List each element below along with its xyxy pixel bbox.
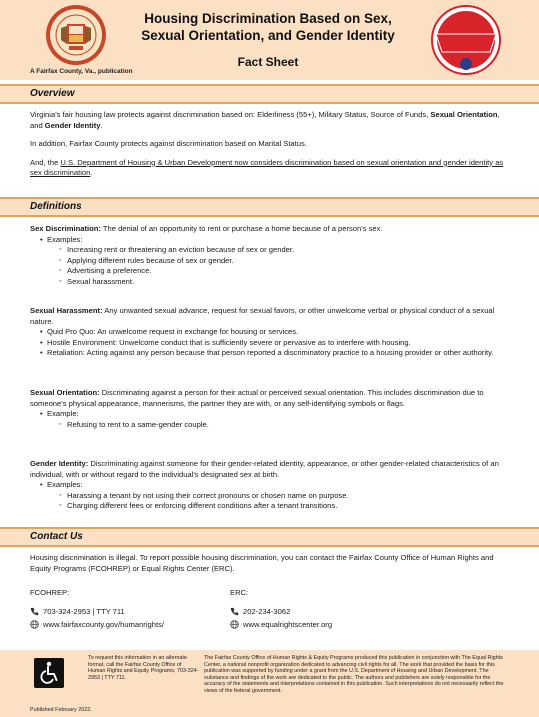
erc-logo-icon <box>430 4 502 76</box>
erc-label: ERC: <box>230 588 249 597</box>
overview-paragraph-2: In addition, Fairfax County protects against discrimination based on Marital Status. <box>30 139 307 149</box>
definition-sexual-orientation: Sexual Orientation: Discriminating against a person for their actual or perceived sexual orientation. This includes discrimination due to someone's physical appearance, mannerisms, the partner they are with, or any self-identifying symbols or flags. • Example: ◦ Refusing to rent to a same-gender couple. <box>30 388 512 430</box>
definition-sexual-harassment: Sexual Harassment: Any unwanted sexual advance, request for sexual favors, or other unwelcome verbal or physical conduct of a sexual nature. • Quid Pro Quo: An unwelcome request in exchange for housing or services. • Hostile Environment: Unwelcome conduct that is sufficiently severe or pervasive as to interfere with housing. • Retaliation: Acting against any person because that person reported a discriminatory practice to a housing provider or other authority. <box>30 306 512 359</box>
list-item: • Example: ◦ Refusing to rent to a same-gender couple. <box>40 409 512 430</box>
fcohrep-website-link[interactable]: www.fairfaxcounty.gov/humanrights/ <box>30 620 164 629</box>
list-item: • Hostile Environment: Unwelcome conduct that is sufficiently severe or pervasive as to interfere with housing. <box>40 338 512 349</box>
footer <box>0 650 539 717</box>
list-item: • Retaliation: Acting against any person because that person reported a discriminatory practice to a housing provider or other authority. <box>40 348 512 359</box>
definitions-section-header <box>0 197 539 217</box>
list-item: • Examples: ◦ Harassing a tenant by not using their correct pronouns or chosen name on purpose. ◦ Charging different fees or enforcing different conditions after a tenant transitions. <box>40 480 512 512</box>
fcohrep-phone[interactable]: 703-324-2953 | TTY 711 <box>30 607 125 616</box>
list-item: ◦ Advertising a preference. <box>59 266 512 277</box>
overview-paragraph-1: Virginia's fair housing law protects against discrimination based on: Elderliness (55+), Military Status, Source of Funds, Sexual Orientation, and Gender Identity. <box>30 110 500 130</box>
definitions-heading: Definitions <box>30 201 82 212</box>
definition-sex-discrimination: Sex Discrimination: The denial of an opportunity to rent or purchase a home because of a person's sex. • Examples: ◦ Increasing rent or threatening an eviction because of sex or gender. ◦ Applying different rules because of sex or gender. ◦ Advertising a preference. ◦ Sexual harassment. <box>30 224 512 288</box>
page-subtitle: Fact Sheet <box>237 55 299 69</box>
definition-gender-identity: Gender Identity: Discriminating against someone for their gender-related identity, appearance, or other gender-related characteristics of an individual, with or without regard to the individual's designated sex at birth. • Examples: ◦ Harassing a tenant by not using their correct pronouns or chosen name on purpose. ◦ Charging different fees or enforcing different conditions after a tenant transitions. <box>30 459 512 512</box>
hud-link[interactable]: U.S. Department of Housing & Urban Development now considers discrimination based on sexual orientation and gender identity as sex discrimination <box>30 157 504 178</box>
contact-section-header <box>0 527 539 547</box>
phone-icon <box>30 607 39 616</box>
list-item: ◦ Applying different rules because of sex or gender. <box>59 256 512 267</box>
list-item: ◦ Harassing a tenant by not using their correct pronouns or chosen name on purpose. <box>59 491 512 502</box>
erc-phone[interactable]: 202-234-3062 <box>230 607 290 616</box>
header <box>0 0 539 80</box>
disclaimer-text: The Fairfax County Office of Human Rights & Equity Programs produced this publication in conjunction with The Equal Rights Center, a national nonprofit organization dedicated to advancing civil rights for all. The work that provided the basis for this publication was supported by funding under a grant from the U.S. Department of Housing and Urban Development. The substance and findings of the work are dedicated to the public. The authors and publishers are solely responsible for the accuracy of the statements and interpretations contained in this publication. Such interpretations do not necessarily reflect the views of the federal government. <box>204 655 504 694</box>
overview-heading: Overview <box>30 88 75 99</box>
overview-body <box>30 110 512 179</box>
fcohrep-label: FCOHREP: <box>30 588 70 597</box>
publication-note: A Fairfax County, Va., publication <box>30 68 133 75</box>
contact-heading: Contact Us <box>30 531 83 542</box>
published-date: Published February 2022. <box>30 707 92 713</box>
page-title: Housing Discrimination Based on Sex, Sexual Orientation, and Gender Identity <box>141 11 395 43</box>
wheelchair-accessibility-icon <box>34 658 64 688</box>
list-item: ◦ Charging different fees or enforcing different conditions after a tenant transitions. <box>59 501 512 512</box>
overview-paragraph-3: And, the U.S. Department of Housing & Urban Development now considers discrimination based on sexual orientation and gender identity as sex discrimination. <box>30 157 504 178</box>
list-item: ◦ Sexual harassment. <box>59 277 512 288</box>
erc-website-link[interactable]: www.equalrightscenter.org <box>230 620 332 629</box>
globe-icon <box>230 620 239 629</box>
phone-icon <box>230 607 239 616</box>
overview-section-header <box>0 84 539 104</box>
alternate-format-note: To request this information in an alternate format, call the Fairfax County Office of Human Rights and Equity Programs, 703-324-2953 | TTY 711. <box>88 655 199 681</box>
list-item: • Examples: ◦ Increasing rent or threatening an eviction because of sex or gender. ◦ Applying different rules because of sex or gender. ◦ Advertising a preference. ◦ Sexual harassment. <box>40 235 512 288</box>
list-item: • Quid Pro Quo: An unwelcome request in exchange for housing or services. <box>40 327 512 338</box>
globe-icon <box>30 620 39 629</box>
county-seal-icon <box>45 4 107 66</box>
contact-text: Housing discrimination is illegal. To report possible housing discrimination, you can contact the Fairfax County Office of Human Rights and Equity Programs (FCOHREP) or Equal Rights Center (ERC). <box>30 553 494 573</box>
list-item: ◦ Refusing to rent to a same-gender couple. <box>59 420 512 431</box>
list-item: ◦ Increasing rent or threatening an eviction because of sex or gender. <box>59 245 512 256</box>
